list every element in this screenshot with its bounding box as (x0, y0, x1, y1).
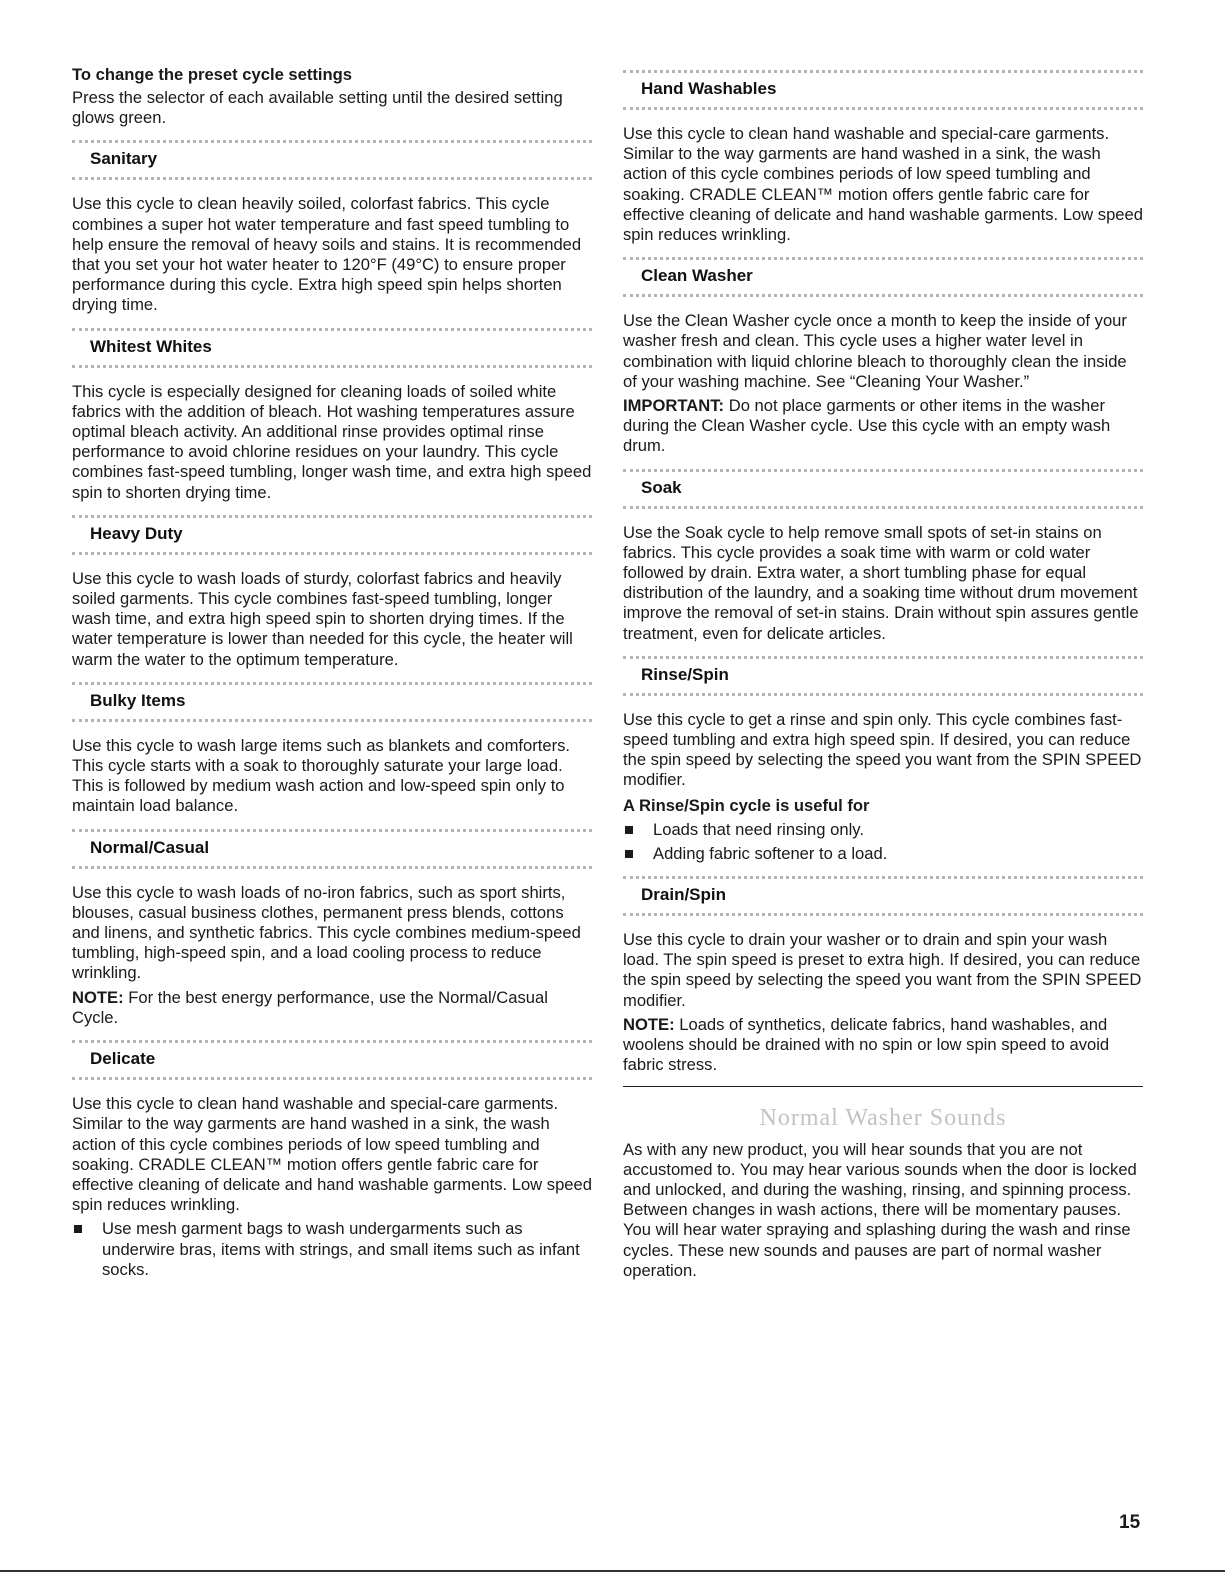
section-paragraph: Use this cycle to wash large items such as blankets and comforters. This cycle starts with a soak to thoroughly saturate your large load. This is followed by medium wash action and low-speed spin only to maintain load balance. (72, 735, 571, 816)
section-title: Sanitary (72, 140, 592, 180)
sounds-title: Normal Washer Sounds (759, 1104, 1007, 1131)
section-rinse-spin (623, 656, 1143, 864)
section-title: Whitest Whites (72, 328, 592, 368)
note-text: Loads of synthetics, delicate fabrics, hand washables, and woolens should be drained with no spin or low spin speed to avoid fabric stress. (623, 1014, 1110, 1075)
bullet-icon (74, 1225, 82, 1233)
section-title: Drain/Spin (623, 876, 1143, 916)
page-number: 15 (1119, 1512, 1141, 1533)
section-paragraph: Use this cycle to get a rinse and spin only. This cycle combines fast-speed tumbling and extra high speed spin. If desired, you can reduce the spin speed by selecting the speed you want from the SPIN SPEED modifier. (623, 709, 1142, 790)
section-paragraph: Use this cycle to clean hand washable and special-care garments. Similar to the way garments are hand washed in a sink, the wash action of this cycle combines periods of low speed tumbling and soaking. CRADLE CLEAN™ motion offers gentle fabric care for effective cleaning of delicate and hand washable garments. Low speed spin reduces wrinkling. (623, 124, 1143, 245)
note-label: NOTE: (72, 987, 124, 1007)
section-title: Normal/Casual (72, 829, 592, 869)
section-bulky-items (72, 682, 592, 817)
sounds-text: As with any new product, you will hear sounds that you are not accustomed to. You may hear various sounds when the door is locked and unlocked, and during the washing, rinsing, and spinning process. Between changes in wash actions, there will be momentary pauses. You will hear water spraying and splashing during the wash and rinse cycles. These new sounds and pauses are part of normal washer operation. (623, 1139, 1137, 1280)
section-paragraph: Use this cycle to drain your washer or to drain and spin your wash load. The spin speed is preset to extra high. If desired, you can reduce the spin speed by selecting the speed you want from the SPIN SPEED modifier. (623, 930, 1142, 1010)
section-paragraph: Use this cycle to wash loads of sturdy, colorfast fabrics and heavily soiled garments. This cycle combines fast-speed tumbling, longer wash time, and extra high speed spin to shorten drying times. If the water temperature is lower than needed for this cycle, the heater will warm the water to the optimum temperature. (72, 568, 573, 669)
section-title: Bulky Items (72, 682, 592, 722)
note-label: IMPORTANT: (623, 396, 725, 416)
section-whitest-whites (72, 328, 592, 503)
section-divider (623, 1086, 1143, 1087)
section-paragraph: Use this cycle to clean hand washable and special-care garments. Similar to the way garments are hand washed in a sink, the wash action of this cycle combines periods of low speed tumbling and soaking. CRADLE CLEAN™ motion offers gentle fabric care for effective cleaning of delicate and hand washable garments. Low speed spin reduces wrinkling. (72, 1094, 592, 1215)
section-heavy-duty (72, 515, 592, 670)
list-item (623, 820, 1143, 840)
intro-title: To change the preset cycle settings (72, 65, 353, 84)
note (72, 988, 592, 1028)
right-column (623, 62, 1143, 1285)
intro-text: Press the selector of each available setting until the desired setting glows green. (72, 88, 563, 128)
section-drain-spin (623, 876, 1143, 1075)
left-column (72, 62, 592, 1284)
bullet-list (623, 820, 1143, 864)
note (623, 396, 1143, 457)
bullet-icon (625, 826, 633, 834)
bullet-icon (625, 850, 633, 858)
list-item-text: Use mesh garment bags to wash undergarments such as underwire bras, items with strings, and small items such as infant socks. (102, 1219, 580, 1279)
section-sanitary (72, 140, 592, 315)
section-title: Soak (623, 469, 1143, 509)
section-paragraph: This cycle is especially designed for cleaning loads of soiled white fabrics with the addition of bleach. Hot washing temperatures assure optimal bleach activity. An additional rinse provides optimal rinse performance to avoid chlorine residues on your laundry. This cycle combines fast-speed tumbling, longer wash time, and extra high speed spin to shorten drying time. (72, 381, 592, 502)
section-hand-washables (623, 70, 1143, 245)
section-paragraph: Use this cycle to clean heavily soiled, colorfast fabrics. This cycle combines a super hot water temperature and fast speed tumbling to help ensure the removal of heavy soils and stains. It is recommended that you set your hot water heater to 120°F (49°C) to ensure proper performance during this cycle. Extra high speed spin helps shorten drying time. (72, 194, 582, 315)
section-subtitle: A Rinse/Spin cycle is useful for (623, 795, 870, 815)
page-bottom-rule (0, 1570, 1225, 1572)
note-label: NOTE: (623, 1014, 675, 1034)
bullet-list (72, 1219, 592, 1280)
note (623, 1015, 1143, 1076)
note-text: For the best energy performance, use the Normal/Casual Cycle. (72, 987, 548, 1027)
section-title: Rinse/Spin (623, 656, 1143, 696)
section-clean-washer (623, 257, 1143, 456)
section-title: Clean Washer (623, 257, 1143, 297)
list-item-text: Adding fabric softener to a load. (653, 843, 888, 863)
section-title: Delicate (72, 1040, 592, 1080)
list-item-text: Loads that need rinsing only. (653, 819, 864, 839)
section-paragraph: Use the Soak cycle to help remove small spots of set-in stains on fabrics. This cycle provides a soak time with warm or cold water followed by drain. Extra water, a short tumbling phase for equal distribution of the laundry, and a soaking time without drum movement improve the removal of set-in stains. Drain without spin assures gentle treatment, even for delicate articles. (623, 522, 1139, 643)
section-paragraph: Use the Clean Washer cycle once a month to keep the inside of your washer fresh and clean. This cycle uses a higher water level in combination with liquid chlorine bleach to thoroughly clean the inside of your washing machine. See “Cleaning Your Washer.” (623, 311, 1127, 391)
section-soak (623, 469, 1143, 644)
section-delicate (72, 1040, 592, 1280)
list-item (72, 1219, 592, 1280)
list-item (623, 844, 1143, 864)
section-title: Hand Washables (623, 70, 1143, 110)
note-text: Do not place garments or other items in the washer during the Clean Washer cycle. Use this cycle with an empty wash drum. (623, 396, 1111, 456)
section-paragraph: Use this cycle to wash loads of no-iron fabrics, such as sport shirts, blouses, casual business clothes, permanent press blends, cottons and linens, and synthetic fabrics. This cycle combines medium-speed tumbling, high-speed spin, and a load cooling process to reduce wrinkling. (72, 882, 581, 983)
section-title: Heavy Duty (72, 515, 592, 555)
section-normal-casual (72, 829, 592, 1028)
